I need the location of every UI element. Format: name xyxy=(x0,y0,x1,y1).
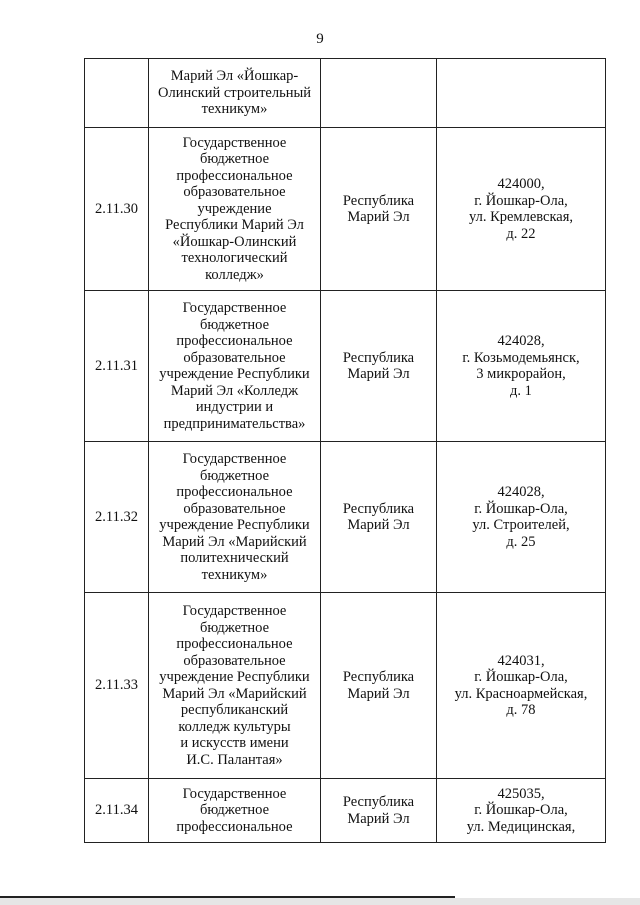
institution-name-cell xyxy=(149,593,321,779)
table-row xyxy=(85,128,606,291)
institution-name-line: республиканский xyxy=(180,702,289,718)
row-number-cell xyxy=(85,59,149,128)
institution-name-line: профессиональное xyxy=(176,484,293,500)
region-line: Республика xyxy=(342,794,415,810)
region-cell xyxy=(321,128,437,291)
address-line: ул. Медицинская, xyxy=(466,818,576,835)
institution-name-line: Марий Эл «Йошкар- xyxy=(170,68,299,85)
institution-name-line: Государственное xyxy=(182,451,287,467)
institution-name-line: учреждение Республики xyxy=(159,669,310,685)
row-number-cell: 2.11.34 xyxy=(85,779,149,843)
address-cell xyxy=(437,291,606,442)
institutions-table xyxy=(84,58,606,843)
institution-name-line: Государственное xyxy=(182,134,287,151)
institution-name-line: бюджетное xyxy=(199,151,270,168)
address-line: г. Йошкар-Ола, xyxy=(474,192,568,209)
region-line: Марий Эл xyxy=(347,685,410,702)
region-cell xyxy=(321,442,437,593)
institution-name-line: учреждение Республики xyxy=(159,517,310,533)
row-number-cell: 2.11.31 xyxy=(85,291,149,442)
region-cell xyxy=(321,291,437,442)
institution-name-line: образовательное xyxy=(183,349,286,366)
address-line: д. 22 xyxy=(506,225,536,242)
region-cell xyxy=(321,779,437,843)
institution-name-line: Марий Эл «Марийский xyxy=(162,685,307,702)
institution-name-line: Республики Марий Эл xyxy=(165,217,304,234)
institution-name-line: индустрии и xyxy=(195,399,274,415)
address-line: г. Йошкар-Ола, xyxy=(474,802,568,819)
address-cell xyxy=(437,59,606,128)
institution-name-line: образовательное xyxy=(183,500,286,517)
institution-name-cell xyxy=(149,442,321,593)
table-row xyxy=(85,291,606,442)
institution-name-line: колледж» xyxy=(205,266,264,283)
institution-name-line: образовательное xyxy=(183,184,286,201)
row-number-cell: 2.11.32 xyxy=(85,442,149,593)
region-line: Республика xyxy=(342,192,415,209)
address-line: 424031, xyxy=(497,652,545,669)
address-line: ул. Строителей, xyxy=(472,517,570,533)
institution-name-line: профессиональное xyxy=(176,167,293,184)
table-row xyxy=(85,59,606,128)
region-line: Марий Эл xyxy=(347,209,410,225)
institution-name-line: образовательное xyxy=(183,652,286,669)
page-number: 9 xyxy=(316,31,324,47)
institution-name-line: и искусств имени xyxy=(180,735,289,751)
address-line: ул. Красноармейская, xyxy=(454,685,588,702)
institution-name-line: предпринимательства» xyxy=(163,415,306,432)
institution-name-line: профессиональное xyxy=(176,333,293,349)
institution-name-line: технологический xyxy=(181,250,288,267)
region-line: Республика xyxy=(342,349,415,366)
address-line: 425035, xyxy=(497,785,545,802)
institution-name-line: профессиональное xyxy=(176,636,293,652)
institution-name-line: Государственное xyxy=(182,300,287,316)
institution-name-line: колледж культуры xyxy=(178,718,291,735)
institution-name-cell xyxy=(149,779,321,843)
institution-name-line: Государственное xyxy=(182,785,287,802)
row-number-cell: 2.11.33 xyxy=(85,593,149,779)
address-cell xyxy=(437,128,606,291)
institution-name-line: политехнический xyxy=(180,550,289,566)
institution-name-line: «Йошкар-Олинский xyxy=(172,233,297,250)
region-line: Республика xyxy=(342,500,415,517)
scan-edge xyxy=(0,898,640,905)
table-row xyxy=(85,593,606,779)
row-number-cell: 2.11.30 xyxy=(85,128,149,291)
address-line: 424028, xyxy=(497,484,545,500)
address-cell xyxy=(437,593,606,779)
address-cell xyxy=(437,779,606,843)
institution-name-cell xyxy=(149,128,321,291)
institution-name-line: профессиональное xyxy=(176,818,293,835)
address-line: ул. Кремлевская, xyxy=(468,209,574,225)
institution-name-line: бюджетное xyxy=(199,316,270,333)
institution-name-line: бюджетное xyxy=(199,802,270,819)
region-cell xyxy=(321,59,437,128)
institution-name-line: бюджетное xyxy=(199,467,270,484)
institution-name-cell xyxy=(149,291,321,442)
institution-name-line: бюджетное xyxy=(199,619,270,636)
institution-name-line: техникум» xyxy=(201,101,268,118)
region-cell xyxy=(321,593,437,779)
institution-name-line: Государственное xyxy=(182,603,287,619)
table-row xyxy=(85,779,606,843)
institution-name-line: Марий Эл «Колледж xyxy=(170,382,299,399)
address-cell xyxy=(437,442,606,593)
institution-name-line: учреждение Республики xyxy=(159,366,310,382)
region-line: Республика xyxy=(342,669,415,685)
address-line: 424028, xyxy=(497,333,545,349)
table-row xyxy=(85,442,606,593)
address-line: 3 микрорайон, xyxy=(476,366,566,382)
address-line: г. Йошкар-Ола, xyxy=(474,500,568,517)
address-line: д. 25 xyxy=(506,533,536,550)
institution-name-line: Олинский строительный xyxy=(158,84,311,101)
institution-name-line: учреждение xyxy=(197,200,272,217)
address-line: д. 1 xyxy=(510,382,532,399)
region-line: Марий Эл xyxy=(347,517,410,533)
institution-name-line: техникум» xyxy=(201,566,268,583)
address-line: д. 78 xyxy=(506,702,536,718)
address-line: г. Козьмодемьянск, xyxy=(462,349,580,366)
region-line: Марий Эл xyxy=(347,366,410,382)
institution-name-cell xyxy=(149,59,321,128)
address-line: 424000, xyxy=(497,176,545,192)
institution-name-line: И.С. Палантая» xyxy=(186,751,283,768)
region-line: Марий Эл xyxy=(347,810,410,827)
address-line: г. Йошкар-Ола, xyxy=(474,669,568,685)
institution-name-line: Марий Эл «Марийский xyxy=(162,533,307,550)
